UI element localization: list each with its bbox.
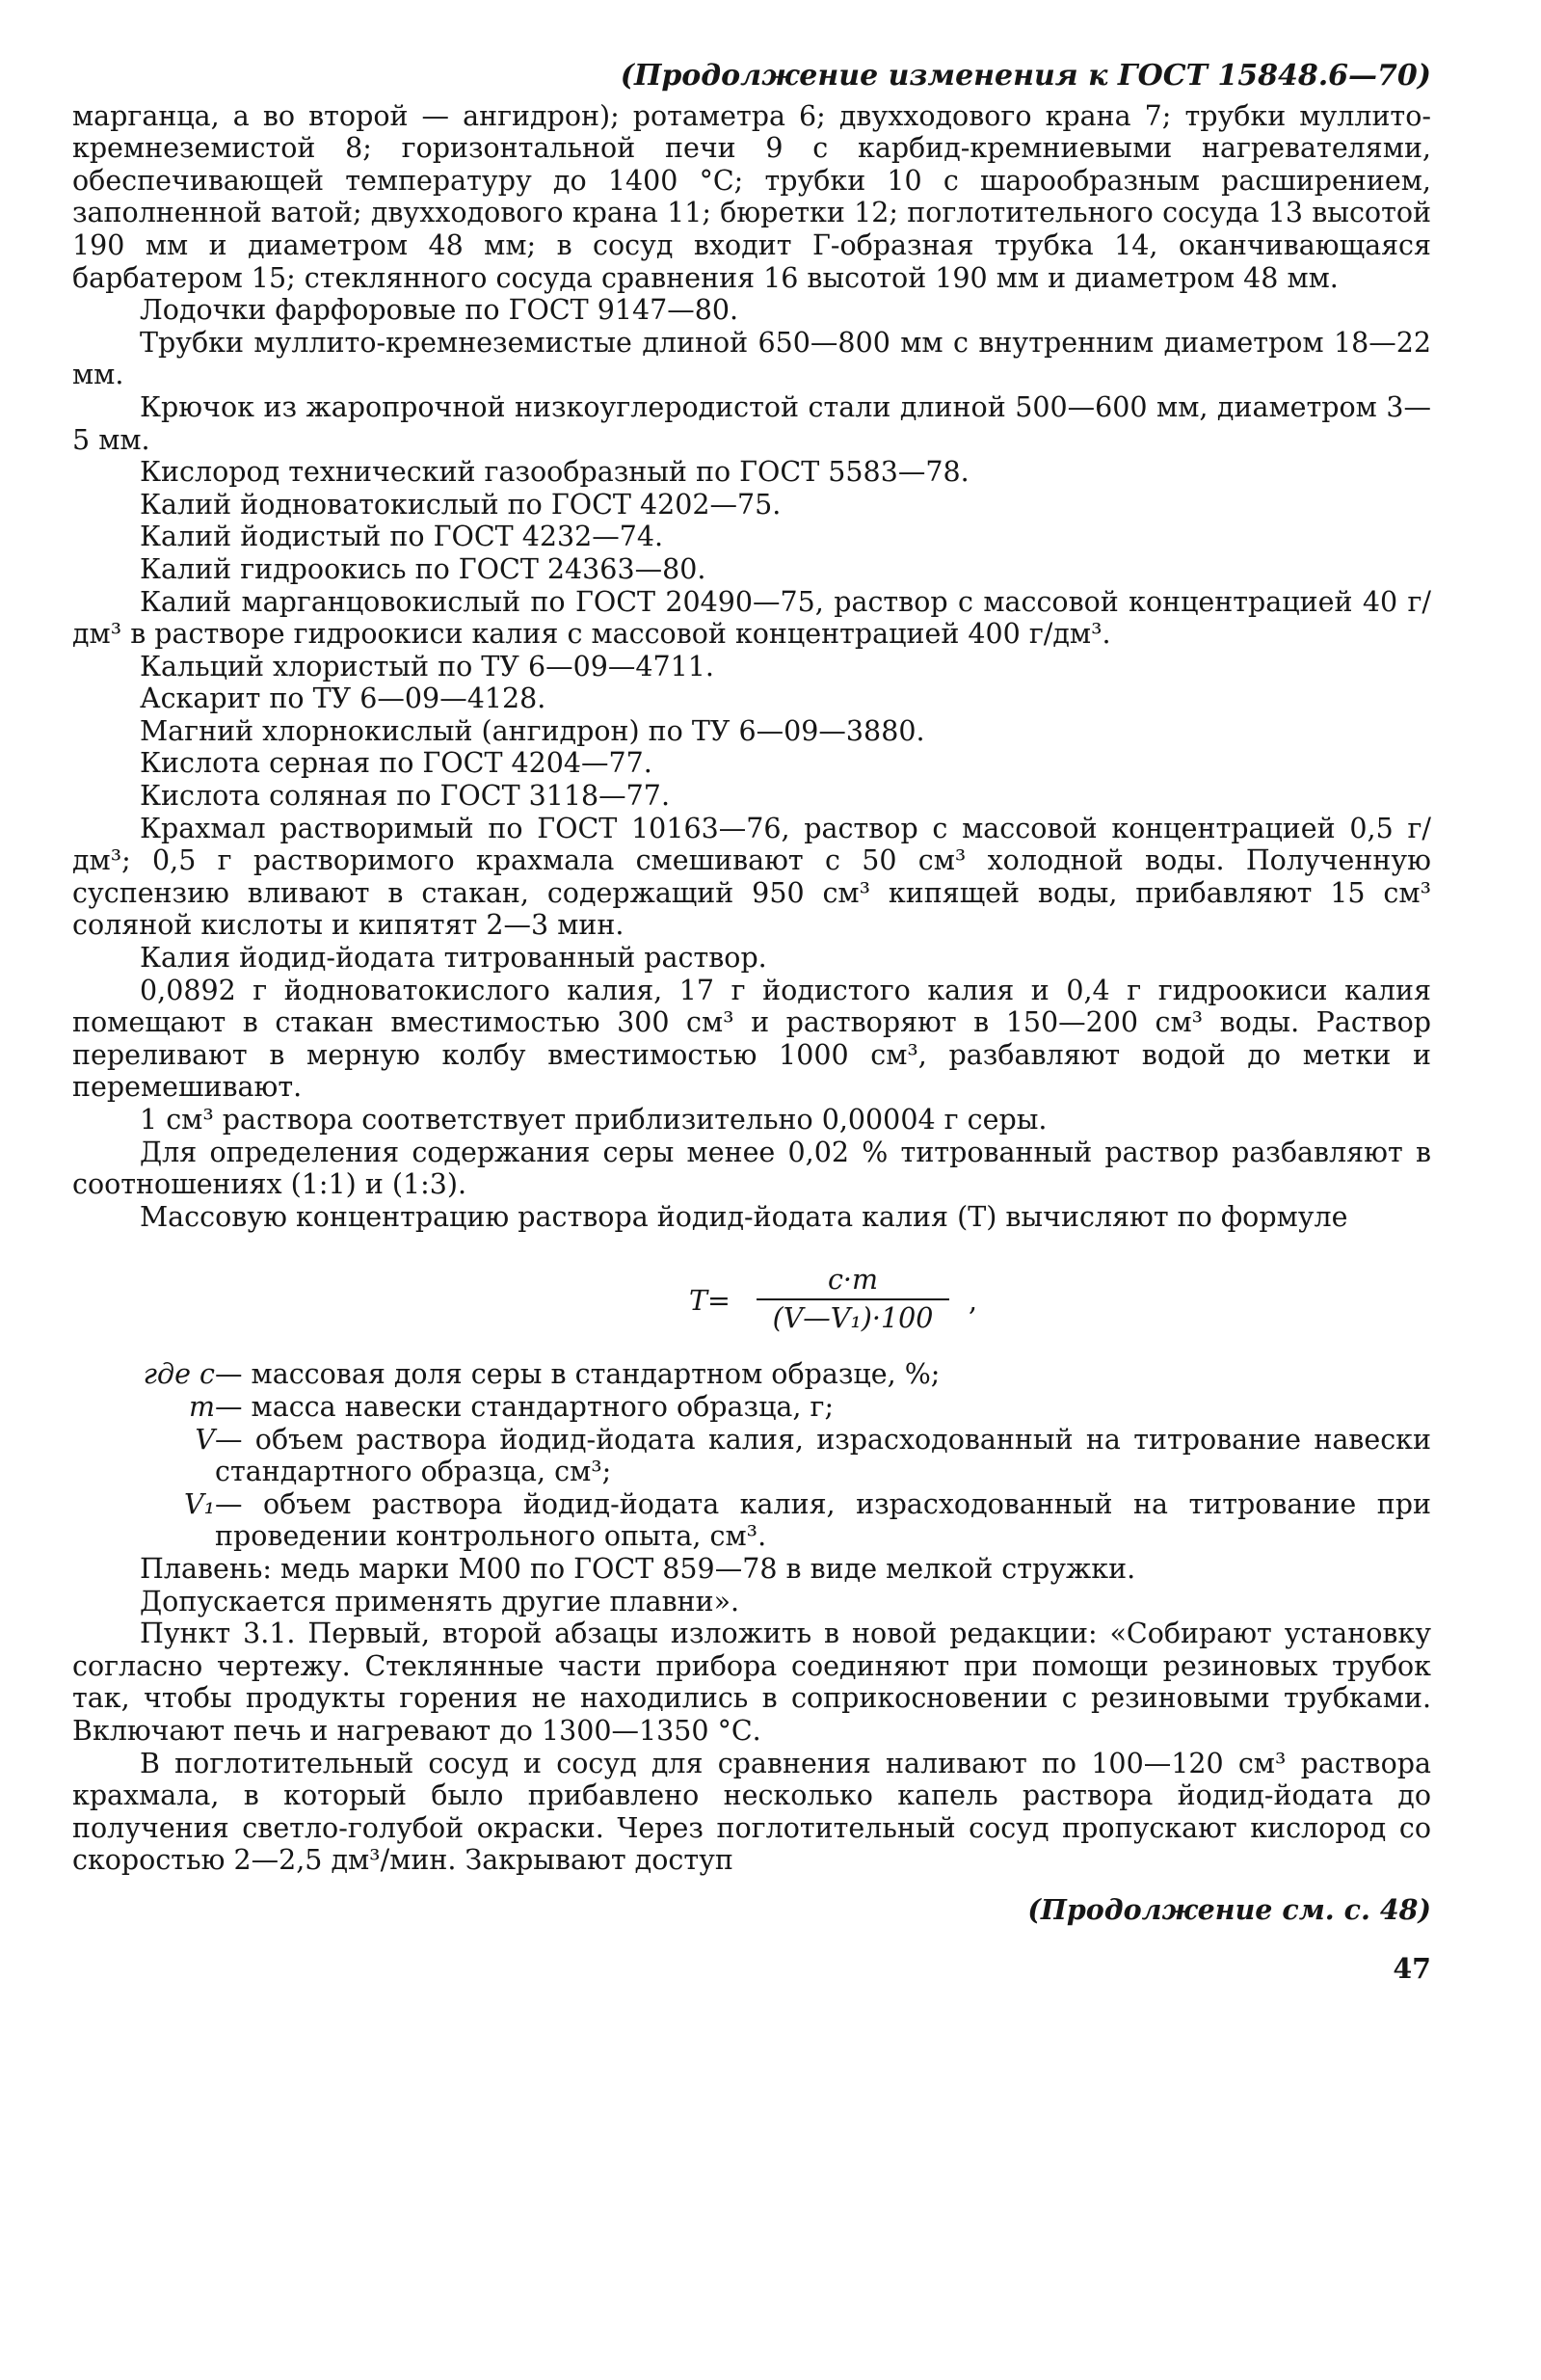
legend-row bbox=[72, 1424, 1431, 1488]
formula bbox=[72, 1264, 1431, 1333]
paragraph: Для определения содержания серы менее 0,02 % титрованный раствор разбавляют в соотношениях (1:1) и (1:3). bbox=[72, 1136, 1431, 1201]
legend-symbol: V bbox=[195, 1423, 215, 1456]
paragraph: Аскарит по ТУ 6—09—4128. bbox=[140, 682, 546, 715]
paragraph: марганца, а во второй — ангидрон); ротаметра 6; двухходового крана 7; трубки муллито-кремнеземистой 8; горизонтальной печи 9 с карбид-кремниевыми нагревателями, обеспечивающей температуру до 1400 °С; трубки 10 с шарообразным расширением, заполненной ватой; двухходового крана 11; бюретки 12; поглотительного сосуда 13 высотой 190 мм и диаметром 48 мм; в сосуд входит Г-образная трубка 14, оканчивающаяся барбатером 15; стеклянного сосуда сравнения 16 высотой 190 мм и диаметром 48 мм. bbox=[72, 99, 1431, 294]
legend-definition: — масса навески стандартного образца, г; bbox=[215, 1390, 835, 1423]
formula-numerator: c·m bbox=[757, 1264, 949, 1300]
paragraph: Калий йодноватокислый по ГОСТ 4202—75. bbox=[140, 488, 782, 521]
paragraph: Крючок из жаропрочной низкоуглеродистой стали длиной 500—600 мм, диаметром 3—5 мм. bbox=[72, 390, 1431, 456]
legend-definition: — объем раствора йодид-йодата калия, израсходованный на титрование при проведении контрольного опыта, см³. bbox=[215, 1487, 1431, 1553]
formula-trail: , bbox=[969, 1285, 978, 1318]
legend-row bbox=[72, 1391, 1431, 1424]
paragraph: Магний хлорнокислый (ангидрон) по ТУ 6—09—3880. bbox=[140, 714, 925, 747]
legend-symbol: V₁ bbox=[183, 1487, 215, 1520]
paragraph: Крахмал растворимый по ГОСТ 10163—76, раствор с массовой концентрацией 0,5 г/дм³; 0,5 г растворимого крахмала смешивают с 50 см³ холодной воды. Полученную суспензию вливают в стакан, содержащий 950 см³ кипящей воды, прибавляют 15 см³ соляной кислоты и кипятят 2—3 мин. bbox=[72, 812, 1431, 942]
continuation-note: (Продолжение см. с. 48) bbox=[1027, 1892, 1431, 1926]
paragraph: Калий йодистый по ГОСТ 4232—74. bbox=[140, 521, 664, 553]
legend-definition: — массовая доля серы в стандартном образце, %; bbox=[215, 1358, 941, 1391]
page-header: (Продолжение изменения к ГОСТ 15848.6—70) bbox=[620, 59, 1431, 93]
paragraph: Допускается применять другие плавни». bbox=[140, 1585, 740, 1618]
paragraph: В поглотительный сосуд и сосуд для сравнения наливают по 100—120 см³ раствора крахмала, в который было прибавлено несколько капель раствора йодид-йодата до получения светло-голубой окраски. Через поглотительный сосуд пропускают кислород со скоростью 2—2,5 дм³/мин. Закрывают доступ bbox=[72, 1747, 1431, 1877]
legend-row bbox=[72, 1488, 1431, 1553]
paragraph: 0,0892 г йодноватокислого калия, 17 г йодистого калия и 0,4 г гидроокиси калия помещают в стакан вместимостью 300 см³ и растворяют в 150—200 см³ воды. Раствор переливают в мерную колбу вместимостью 1000 см³, разбавляют водой до метки и перемешивают. bbox=[72, 974, 1431, 1104]
paragraph: Пункт 3.1. Первый, второй абзацы изложить в новой редакции: «Собирают установку согласно чертежу. Стеклянные части прибора соединяют при помощи резиновых трубок так, чтобы продукты горения не находились в соприкосновении с резиновыми трубками. Включают печь и нагревают до 1300—1350 °С. bbox=[72, 1618, 1431, 1747]
paragraph: Кислота серная по ГОСТ 4204—77. bbox=[140, 747, 652, 780]
formula-fraction bbox=[757, 1264, 949, 1334]
paragraph: Плавень: медь марки М00 по ГОСТ 859—78 в виде мелкой стружки. bbox=[140, 1552, 1136, 1585]
paragraph: Лодочки фарфоровые по ГОСТ 9147—80. bbox=[140, 294, 739, 327]
paragraph: Трубки муллито-кремнеземистые длиной 650—800 мм с внутренним диаметром 18—22 мм. bbox=[72, 326, 1431, 391]
formula-lhs: T= bbox=[689, 1285, 731, 1318]
paragraph: Кислота соляная по ГОСТ 3118—77. bbox=[140, 780, 671, 813]
paragraph: Калий марганцовокислый по ГОСТ 20490—75, раствор с массовой концентрацией 40 г/дм³ в растворе гидроокиси калия с массовой концентрацией 400 г/дм³. bbox=[72, 585, 1431, 651]
page-number: 47 bbox=[1393, 1952, 1431, 1986]
document-page bbox=[72, 60, 1431, 2315]
paragraph: 1 см³ раствора соответствует приблизительно 0,00004 г серы. bbox=[140, 1104, 1048, 1136]
paragraph: Массовую концентрацию раствора йодид-йодата калия (Т) вычисляют по формуле bbox=[140, 1200, 1348, 1233]
legend-definition: — объем раствора йодид-йодата калия, израсходованный на титрование навески стандартного образца, см³; bbox=[215, 1423, 1431, 1488]
paragraph: Кальций хлористый по ТУ 6—09—4711. bbox=[140, 650, 714, 682]
legend-row bbox=[72, 1358, 1431, 1391]
paragraph: Кислород технический газообразный по ГОСТ 5583—78. bbox=[140, 456, 970, 489]
formula-denominator: (V—V₁)·100 bbox=[772, 1301, 934, 1334]
legend-symbol: где c bbox=[143, 1358, 215, 1391]
paragraph: Калий гидроокись по ГОСТ 24363—80. bbox=[140, 552, 706, 585]
paragraph: Калия йодид-йодата титрованный раствор. bbox=[140, 942, 767, 975]
legend-symbol: m bbox=[188, 1390, 215, 1423]
